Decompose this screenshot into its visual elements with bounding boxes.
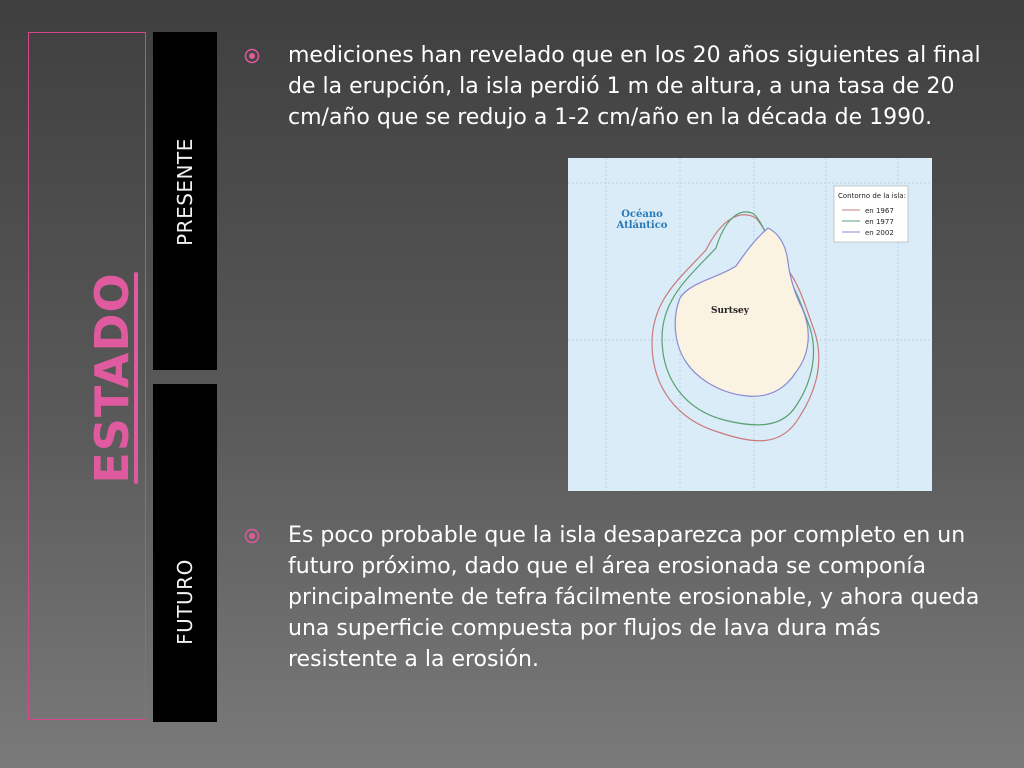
tab-futuro[interactable]: [153, 384, 217, 722]
legend-title: Contorno de la isla:: [838, 192, 906, 200]
tab-presente-label: PRESENTE: [173, 138, 197, 246]
bullet-text: Es poco probable que la isla desaparezca por completo en un futuro próximo, dado que el área erosionada se componía principalmente de tefra fácilmente erosionable, y ahora queda una superficie compuesta por flujos de lava dura más resistente a la erosión.: [288, 523, 980, 672]
circle-dot-icon: [244, 48, 260, 64]
circle-dot-icon: [244, 528, 260, 544]
legend-item-1977: en 1977: [865, 218, 894, 226]
bullet-text: mediciones han revelado que en los 20 años siguientes al final de la erupción, la isla perdió 1 m de altura, a una tasa de 20 cm/año que se redujo a 1-2 cm/año en la década de 1990.: [288, 43, 981, 130]
tab-presente[interactable]: [153, 32, 217, 370]
tab-futuro-label: FUTURO: [173, 559, 197, 645]
island-label: Surtsey: [711, 306, 749, 316]
slide-title: ESTADO: [85, 272, 139, 484]
surtsey-contour-map: [568, 158, 932, 491]
ocean-label-line1: Océano: [621, 209, 663, 220]
bullet-item: [244, 520, 989, 675]
legend-item-1967: en 1967: [865, 207, 894, 215]
ocean-label-line2: Atlántico: [616, 220, 668, 231]
bullet-item: [244, 40, 989, 133]
map-legend: [834, 186, 908, 242]
legend-item-2002: en 2002: [865, 229, 894, 237]
